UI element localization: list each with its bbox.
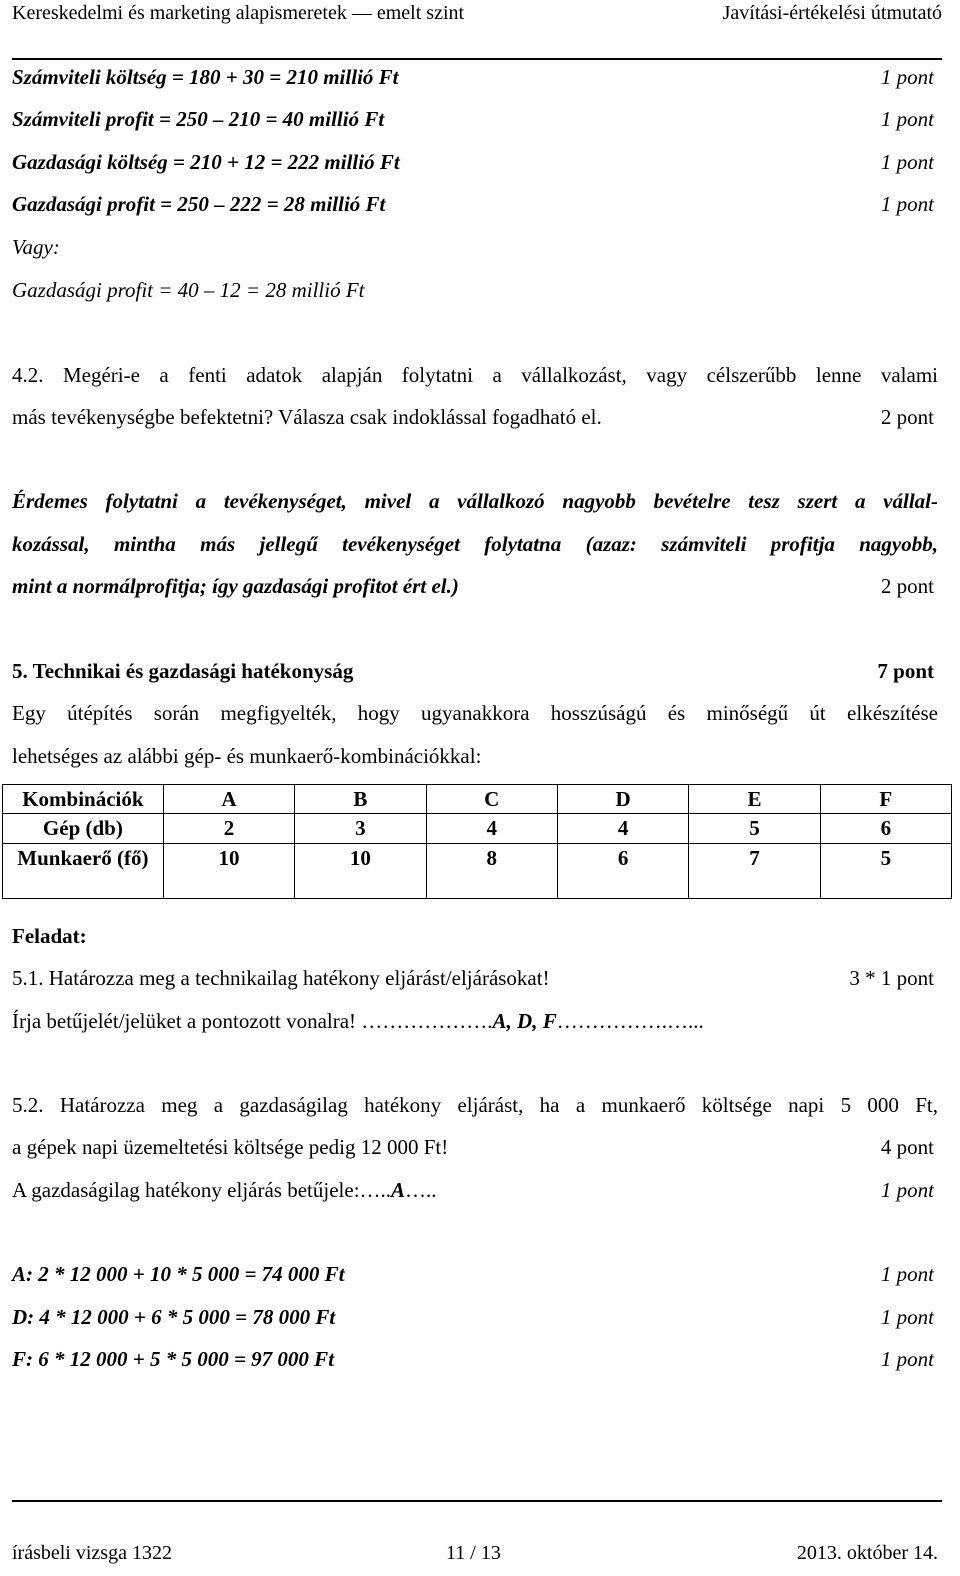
- answer-4-2-text: mint a normálprofitja; így gazdasági profitot ért el.): [12, 574, 459, 598]
- question-5-1-row: [12, 965, 934, 991]
- calc-line: [12, 191, 934, 217]
- question-5-2-text: a gépek napi üzemeltetési költsége pedig 12 000 Ft!: [12, 1135, 449, 1159]
- cost-line: [12, 1346, 934, 1372]
- table-row-label: Munkaerő (fő): [3, 844, 164, 899]
- section-5-title-row: [12, 658, 934, 684]
- cost-points: 1 pont: [880, 1347, 934, 1371]
- footer-page-number: 11 / 13: [446, 1542, 501, 1564]
- task-label: Feladat:: [12, 924, 87, 948]
- question-5-1-fill-row: [12, 1008, 934, 1034]
- fill-suffix: …..: [405, 1178, 437, 1202]
- table-column-header: E: [689, 785, 820, 814]
- question-5-2-line1: 5.2. Határozza meg a gazdaságilag hatékony eljárást, ha a munkaerő költsége napi 5 000 Ft,: [12, 1093, 938, 1117]
- question-5-1-points: 3 * 1 pont: [849, 966, 934, 990]
- calc-points: 1 pont: [880, 150, 934, 174]
- table-cell: 4: [557, 814, 688, 844]
- question-5-2-points: 4 pont: [880, 1135, 934, 1159]
- answer-4-2-line3: [12, 573, 934, 599]
- table-column-header: C: [426, 785, 557, 814]
- table-cell: 2: [163, 814, 294, 844]
- answer-5-1: A, D, F: [492, 1009, 557, 1033]
- table-cell: 5: [689, 814, 820, 844]
- calc-text: Gazdasági költség = 210 + 12 = 222 millió Ft: [12, 150, 400, 174]
- table-cell: 3: [295, 814, 426, 844]
- fill-prefix: A gazdaságilag hatékony eljárás betűjele:…..: [12, 1178, 392, 1202]
- question-4-2-line2: [12, 404, 934, 430]
- table-row: [3, 844, 952, 899]
- table-header-row: [3, 785, 952, 814]
- header-rule: [12, 58, 942, 60]
- table-cell: 5: [820, 844, 951, 899]
- answer-4-2-line2: kozással, mintha más jellegű tevékenységet folytatna (azaz: számviteli profitja nagyobb,: [12, 532, 938, 556]
- fill-suffix: …………….…...: [556, 1009, 704, 1033]
- table-column-header: F: [820, 785, 951, 814]
- table-header-label: Kombinációk: [3, 785, 164, 814]
- cost-line: [12, 1261, 934, 1287]
- table-row: [3, 814, 952, 844]
- calc-line: [12, 106, 934, 132]
- table-column-header: D: [557, 785, 688, 814]
- cost-text: D: 4 * 12 000 + 6 * 5 000 = 78 000 Ft: [12, 1305, 336, 1329]
- combination-table: [2, 784, 952, 899]
- table-cell: 6: [557, 844, 688, 899]
- question-5-2-fill-row: [12, 1177, 934, 1203]
- cost-line: [12, 1304, 934, 1330]
- question-4-2-points: 2 pont: [880, 405, 934, 429]
- calc-points: 1 pont: [880, 65, 934, 89]
- table-cell: 10: [163, 844, 294, 899]
- table-cell: 4: [426, 814, 557, 844]
- section-5-intro-line1: Egy útépítés során megfigyelték, hogy ugyanakkora hosszúságú és minőségű út elkészítése: [12, 701, 938, 725]
- calc-line: [12, 149, 934, 175]
- table-column-header: A: [163, 785, 294, 814]
- footer-rule: [12, 1500, 942, 1502]
- page-header: [12, 0, 942, 58]
- calc-points: 1 pont: [880, 107, 934, 131]
- calc-text: Számviteli költség = 180 + 30 = 210 millió Ft: [12, 65, 399, 89]
- table-cell: 6: [820, 814, 951, 844]
- cost-points: 1 pont: [880, 1305, 934, 1329]
- table-column-header: B: [295, 785, 426, 814]
- section-5-title: 5. Technikai és gazdasági hatékonyság: [12, 659, 354, 683]
- calc-text: Számviteli profit = 250 – 210 = 40 millió Ft: [12, 107, 385, 131]
- or-label: Vagy:: [12, 235, 60, 259]
- fill-prefix: Írja betűjelét/jelüket a pontozott vonalra! ……………….: [12, 1009, 493, 1033]
- cost-text: A: 2 * 12 000 + 10 * 5 000 = 74 000 Ft: [12, 1262, 345, 1286]
- cost-text: F: 6 * 12 000 + 5 * 5 000 = 97 000 Ft: [12, 1347, 335, 1371]
- footer-date: 2013. október 14.: [796, 1542, 938, 1564]
- question-5-2-line2: [12, 1134, 934, 1160]
- alt-calc-line: Gazdasági profit = 40 – 12 = 28 millió Ft: [12, 278, 365, 302]
- cost-points: 1 pont: [880, 1262, 934, 1286]
- calc-text: Gazdasági profit = 250 – 222 = 28 millió Ft: [12, 192, 386, 216]
- answer-4-2-points: 2 pont: [880, 574, 934, 598]
- question-4-2-line1: 4.2. Megéri-e a fenti adatok alapján folytatni a vállalkozást, vagy célszerűbb lenne valami: [12, 363, 938, 387]
- table-row-label: Gép (db): [3, 814, 164, 844]
- question-5-1-text: 5.1. Határozza meg a technikailag hatékony eljárást/eljárásokat!: [12, 966, 550, 990]
- section-5-intro-line2: lehetséges az alábbi gép- és munkaerő-kombinációkkal:: [12, 744, 482, 768]
- question-4-2-text: más tevékenységbe befektetni? Válasza csak indoklással fogadható el.: [12, 405, 602, 429]
- calc-line: [12, 64, 934, 90]
- footer-exam-id: írásbeli vizsga 1322: [12, 1542, 172, 1564]
- table-cell: 7: [689, 844, 820, 899]
- calc-points: 1 pont: [880, 192, 934, 216]
- answer-5-2: A: [391, 1178, 406, 1202]
- table-cell: 8: [426, 844, 557, 899]
- table-cell: 10: [295, 844, 426, 899]
- header-subtitle: Javítási-értékelési útmutató: [722, 2, 942, 24]
- section-5-points: 7 pont: [877, 659, 934, 683]
- answer-4-2-line1: Érdemes folytatni a tevékenységet, mivel a vállalkozó nagyobb bevételre tesz szert a vállal-: [12, 489, 938, 513]
- question-5-2-fill-points: 1 pont: [880, 1178, 934, 1202]
- header-title: Kereskedelmi és marketing alapismeretek — emelt szint: [12, 2, 465, 24]
